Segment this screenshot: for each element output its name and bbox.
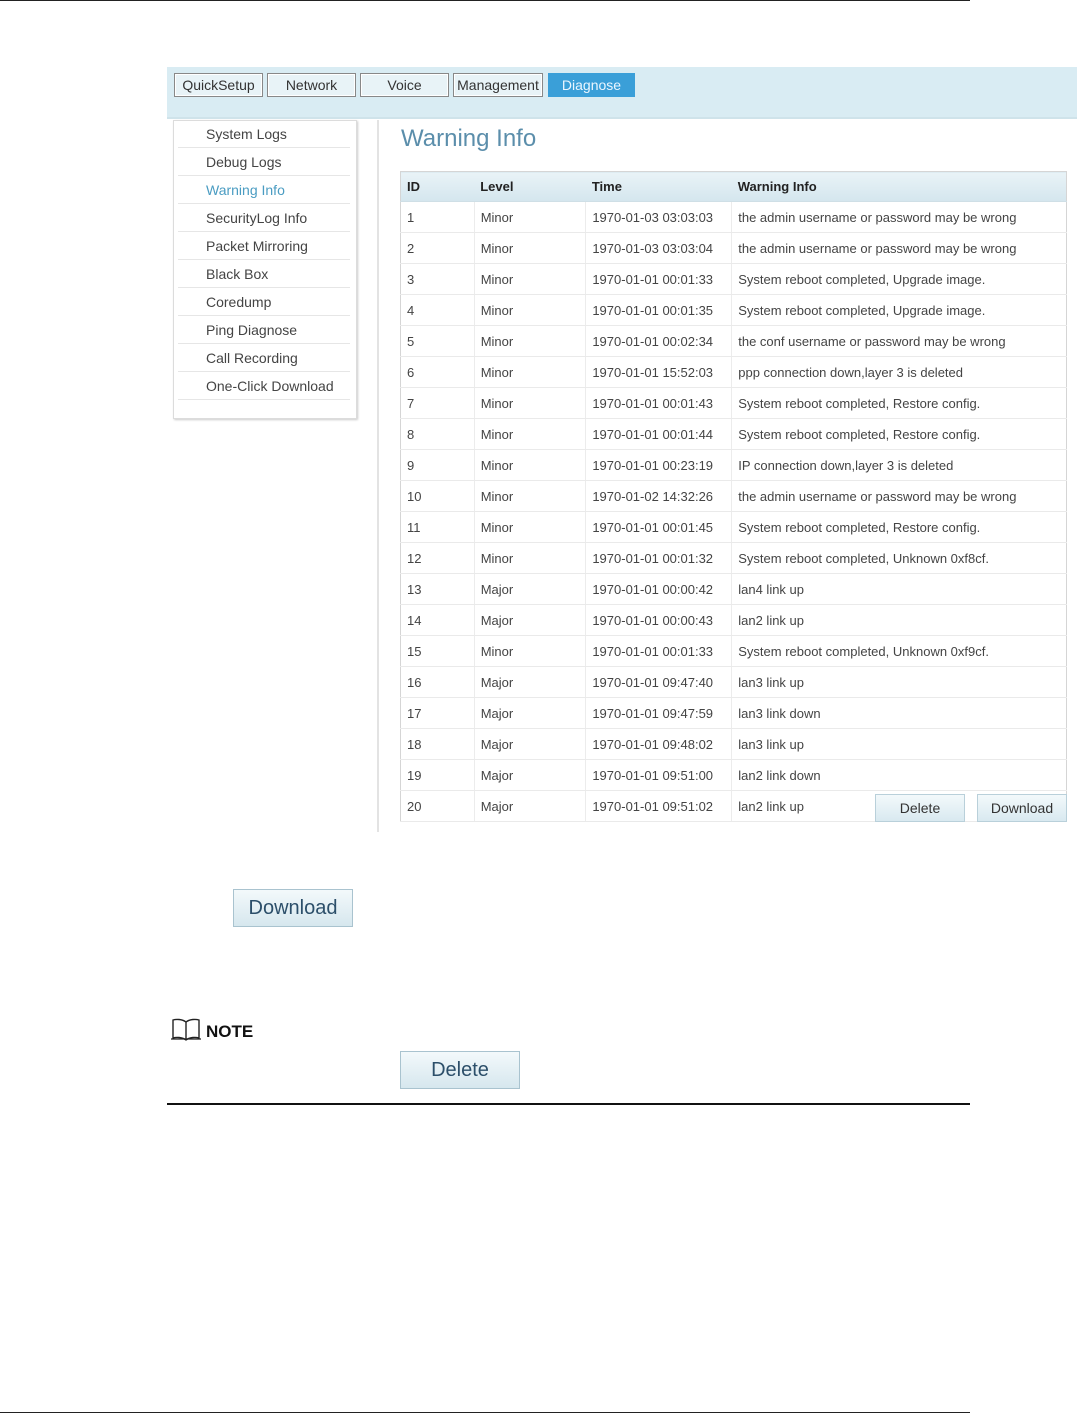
sidebar-item-black-box[interactable]: Black Box: [178, 261, 350, 288]
sidebar-item-warning-info[interactable]: Warning Info: [178, 177, 350, 204]
download-button-illustration[interactable]: Download: [233, 889, 353, 927]
cell-time: 1970-01-01 00:01:45: [586, 512, 732, 543]
cell-id: 2: [401, 233, 475, 264]
cell-level: Major: [474, 729, 586, 760]
sidebar-item-packet-mirroring[interactable]: Packet Mirroring: [178, 233, 350, 260]
cell-level: Minor: [474, 419, 586, 450]
cell-warning-info: lan2 link down: [732, 760, 1067, 791]
tab-diagnose[interactable]: Diagnose: [548, 73, 635, 97]
table-row: [401, 295, 1067, 326]
cell-level: Minor: [474, 388, 586, 419]
table-row: [401, 326, 1067, 357]
table-row: [401, 760, 1067, 791]
warning-table: [400, 171, 1067, 822]
table-row: [401, 512, 1067, 543]
cell-id: 12: [401, 543, 475, 574]
cell-level: Major: [474, 791, 586, 822]
cell-warning-info: the admin username or password may be wrong: [732, 202, 1067, 233]
sidebar-item-one-click-download[interactable]: One-Click Download: [178, 373, 350, 400]
download-button[interactable]: Download: [977, 794, 1067, 822]
cell-time: 1970-01-01 00:01:33: [586, 636, 732, 667]
cell-id: 17: [401, 698, 475, 729]
page-bottom-rule: [0, 1412, 970, 1413]
cell-level: Major: [474, 698, 586, 729]
cell-id: 19: [401, 760, 475, 791]
cell-warning-info: System reboot completed, Upgrade image.: [732, 295, 1067, 326]
cell-time: 1970-01-01 00:00:42: [586, 574, 732, 605]
cell-time: 1970-01-03 03:03:03: [586, 202, 732, 233]
top-tab-bar: [167, 67, 1077, 119]
cell-level: Minor: [474, 512, 586, 543]
cell-id: 5: [401, 326, 475, 357]
delete-button-illustration[interactable]: Delete: [400, 1051, 520, 1089]
table-row: [401, 388, 1067, 419]
column-header-time: Time: [586, 172, 732, 202]
cell-level: Minor: [474, 357, 586, 388]
delete-button[interactable]: Delete: [875, 794, 965, 822]
note-label: NOTE: [206, 1021, 254, 1041]
cell-id: 18: [401, 729, 475, 760]
cell-warning-info: System reboot completed, Unknown 0xf8cf.: [732, 543, 1067, 574]
cell-id: 4: [401, 295, 475, 326]
table-row: [401, 698, 1067, 729]
sidebar-item-call-recording[interactable]: Call Recording: [178, 345, 350, 372]
cell-time: 1970-01-01 00:23:19: [586, 450, 732, 481]
cell-level: Minor: [474, 202, 586, 233]
cell-id: 10: [401, 481, 475, 512]
table-row: [401, 667, 1067, 698]
table-row: [401, 450, 1067, 481]
cell-id: 16: [401, 667, 475, 698]
column-header-warning-info: Warning Info: [732, 172, 1067, 202]
cell-time: 1970-01-01 09:51:02: [586, 791, 732, 822]
cell-time: 1970-01-01 09:48:02: [586, 729, 732, 760]
cell-level: Minor: [474, 481, 586, 512]
cell-warning-info: lan3 link up: [732, 667, 1067, 698]
cell-warning-info: System reboot completed, Upgrade image.: [732, 264, 1067, 295]
cell-time: 1970-01-01 09:47:40: [586, 667, 732, 698]
sidebar-item-securitylog-info[interactable]: SecurityLog Info: [178, 205, 350, 232]
note-bottom-rule: [167, 1103, 970, 1105]
cell-warning-info: lan3 link down: [732, 698, 1067, 729]
cell-warning-info: System reboot completed, Restore config.: [732, 388, 1067, 419]
tab-network[interactable]: Network: [267, 73, 356, 97]
cell-time: 1970-01-02 14:32:26: [586, 481, 732, 512]
cell-warning-info: lan4 link up: [732, 574, 1067, 605]
cell-warning-info: System reboot completed, Restore config.: [732, 419, 1067, 450]
table-row: [401, 636, 1067, 667]
cell-level: Minor: [474, 636, 586, 667]
table-row: [401, 357, 1067, 388]
cell-warning-info: lan2 link up: [732, 791, 1067, 822]
cell-level: Minor: [474, 295, 586, 326]
cell-time: 1970-01-01 00:01:33: [586, 264, 732, 295]
cell-level: Minor: [474, 543, 586, 574]
cell-level: Minor: [474, 326, 586, 357]
cell-level: Minor: [474, 233, 586, 264]
cell-time: 1970-01-01 00:00:43: [586, 605, 732, 636]
cell-time: 1970-01-01 09:47:59: [586, 698, 732, 729]
cell-warning-info: IP connection down,layer 3 is deleted: [732, 450, 1067, 481]
cell-time: 1970-01-01 15:52:03: [586, 357, 732, 388]
table-row: [401, 202, 1067, 233]
cell-time: 1970-01-01 00:01:35: [586, 295, 732, 326]
cell-id: 14: [401, 605, 475, 636]
cell-warning-info: ppp connection down,layer 3 is deleted: [732, 357, 1067, 388]
table-row: [401, 729, 1067, 760]
table-row: [401, 419, 1067, 450]
cell-warning-info: System reboot completed, Unknown 0xf9cf.: [732, 636, 1067, 667]
table-row: [401, 543, 1067, 574]
cell-id: 7: [401, 388, 475, 419]
cell-time: 1970-01-01 00:02:34: [586, 326, 732, 357]
cell-time: 1970-01-01 00:01:44: [586, 419, 732, 450]
tab-voice[interactable]: Voice: [360, 73, 449, 97]
cell-warning-info: the conf username or password may be wrong: [732, 326, 1067, 357]
cell-time: 1970-01-03 03:03:04: [586, 233, 732, 264]
cell-warning-info: the admin username or password may be wrong: [732, 481, 1067, 512]
tab-quicksetup[interactable]: QuickSetup: [174, 73, 263, 97]
cell-id: 8: [401, 419, 475, 450]
tab-management[interactable]: Management: [453, 73, 543, 97]
cell-id: 20: [401, 791, 475, 822]
page-top-rule: [0, 0, 970, 1]
book-icon: [170, 1017, 202, 1046]
cell-level: Major: [474, 605, 586, 636]
cell-id: 15: [401, 636, 475, 667]
cell-id: 11: [401, 512, 475, 543]
cell-level: Major: [474, 574, 586, 605]
table-row: [401, 481, 1067, 512]
sidebar-item-debug-logs[interactable]: Debug Logs: [178, 149, 350, 176]
column-header-id: ID: [401, 172, 475, 202]
cell-id: 9: [401, 450, 475, 481]
table-row: [401, 574, 1067, 605]
cell-warning-info: lan2 link up: [732, 605, 1067, 636]
cell-time: 1970-01-01 09:51:00: [586, 760, 732, 791]
cell-id: 1: [401, 202, 475, 233]
cell-warning-info: System reboot completed, Restore config.: [732, 512, 1067, 543]
column-header-level: Level: [474, 172, 586, 202]
sidebar-item-system-logs[interactable]: System Logs: [178, 121, 350, 148]
cell-level: Major: [474, 760, 586, 791]
app-screenshot: [167, 67, 1077, 832]
sidebar: [173, 120, 357, 419]
cell-id: 6: [401, 357, 475, 388]
page-title: Warning Info: [401, 125, 537, 152]
cell-level: Minor: [474, 450, 586, 481]
cell-warning-info: lan3 link up: [732, 729, 1067, 760]
table-row: [401, 791, 1067, 822]
cell-level: Major: [474, 667, 586, 698]
table-row: [401, 233, 1067, 264]
note-heading: [170, 1017, 253, 1046]
table-row: [401, 605, 1067, 636]
sidebar-item-coredump[interactable]: Coredump: [178, 289, 350, 316]
cell-warning-info: the admin username or password may be wrong: [732, 233, 1067, 264]
cell-level: Minor: [474, 264, 586, 295]
cell-id: 3: [401, 264, 475, 295]
cell-id: 13: [401, 574, 475, 605]
content-divider: [377, 120, 379, 832]
table-row: [401, 264, 1067, 295]
sidebar-item-ping-diagnose[interactable]: Ping Diagnose: [178, 317, 350, 344]
cell-time: 1970-01-01 00:01:43: [586, 388, 732, 419]
cell-time: 1970-01-01 00:01:32: [586, 543, 732, 574]
table-header-row: [401, 172, 1067, 202]
